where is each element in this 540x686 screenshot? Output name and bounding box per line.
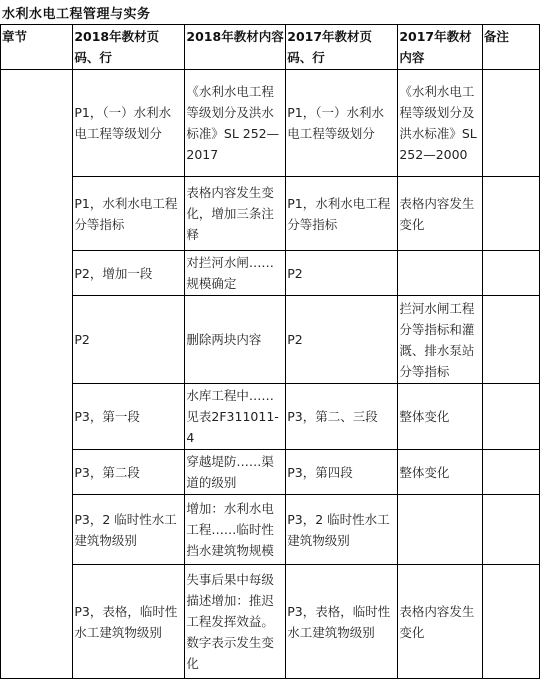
cell-2018-content: 删除两块内容 [185, 296, 286, 384]
cell-2017-content [398, 495, 483, 565]
cell-2018-content: 《水利水电工程等级划分及洪水标准》SL 252—2017 [185, 70, 286, 177]
cell-2017-page: P3，第四段 [286, 450, 398, 495]
cell-2018-content: 对拦河水闸……规模确定 [185, 251, 286, 296]
cell-2017-page: P3，第二、三段 [286, 384, 398, 450]
cell-note [482, 70, 539, 177]
cell-note [482, 177, 539, 251]
table-row [1, 384, 540, 450]
cell-2018-page: P3，第一段 [73, 384, 185, 450]
cell-2017-page: P2 [286, 251, 398, 296]
table-row [1, 70, 540, 177]
table-row [1, 251, 540, 296]
header-chapter: 章节 [1, 25, 73, 70]
cell-2017-content: 整体变化 [398, 384, 483, 450]
cell-2018-page: P2 [73, 296, 185, 384]
cell-note [482, 565, 539, 679]
cell-2018-page: P2，增加一段 [73, 251, 185, 296]
cell-2018-page: P3，表格，临时性水工建筑物级别 [73, 565, 185, 679]
cell-2017-content: 整体变化 [398, 450, 483, 495]
cell-2017-content: 表格内容发生变化 [398, 177, 483, 251]
chapter-cell [1, 70, 73, 679]
header-2018-content: 2018年教材内容 [185, 25, 286, 70]
cell-note [482, 450, 539, 495]
cell-2017-content: 表格内容发生变化 [398, 565, 483, 679]
header-2018-page: 2018年教材页码、行 [73, 25, 185, 70]
cell-2017-page: P3，表格，临时性水工建筑物级别 [286, 565, 398, 679]
cell-note [482, 495, 539, 565]
table-row [1, 296, 540, 384]
comparison-table [0, 24, 540, 679]
cell-2018-content: 增加：水利水电工程……临时性挡水建筑物规模 [185, 495, 286, 565]
cell-2017-page: P3，2 临时性水工建筑物级别 [286, 495, 398, 565]
header-note: 备注 [482, 25, 539, 70]
cell-note [482, 384, 539, 450]
cell-2017-content: 拦河水闸工程分等指标和灌溉、排水泵站分等指标 [398, 296, 483, 384]
table-header-row [1, 25, 540, 70]
table-row [1, 450, 540, 495]
cell-2017-page: P1，水利水电工程分等指标 [286, 177, 398, 251]
cell-2017-page: P1，（一）水利水电工程等级划分 [286, 70, 398, 177]
cell-2018-page: P1，水利水电工程分等指标 [73, 177, 185, 251]
cell-2017-content [398, 251, 483, 296]
page-title: 水利水电工程管理与实务 [2, 7, 151, 22]
cell-2017-page: P2 [286, 296, 398, 384]
cell-2018-content: 穿越堤防……渠道的级别 [185, 450, 286, 495]
table-row [1, 495, 540, 565]
cell-2018-page: P3，2 临时性水工建筑物级别 [73, 495, 185, 565]
cell-2018-content: 失事后果中每级描述增加：推迟工程发挥效益。数字表示发生变化 [185, 565, 286, 679]
cell-note [482, 251, 539, 296]
cell-2018-content: 水库工程中……见表2F311011-4 [185, 384, 286, 450]
cell-2017-content: 《水利水电工程等级划分及洪水标准》SL 252—2000 [398, 70, 483, 177]
cell-2018-page: P3，第二段 [73, 450, 185, 495]
cell-2018-page: P1，（一）水利水电工程等级划分 [73, 70, 185, 177]
header-2017-page: 2017年教材页码、行 [286, 25, 398, 70]
table-row [1, 177, 540, 251]
cell-note [482, 296, 539, 384]
header-2017-content: 2017年教材内容 [398, 25, 483, 70]
table-row [1, 565, 540, 679]
cell-2018-content: 表格内容发生变化，增加三条注释 [185, 177, 286, 251]
